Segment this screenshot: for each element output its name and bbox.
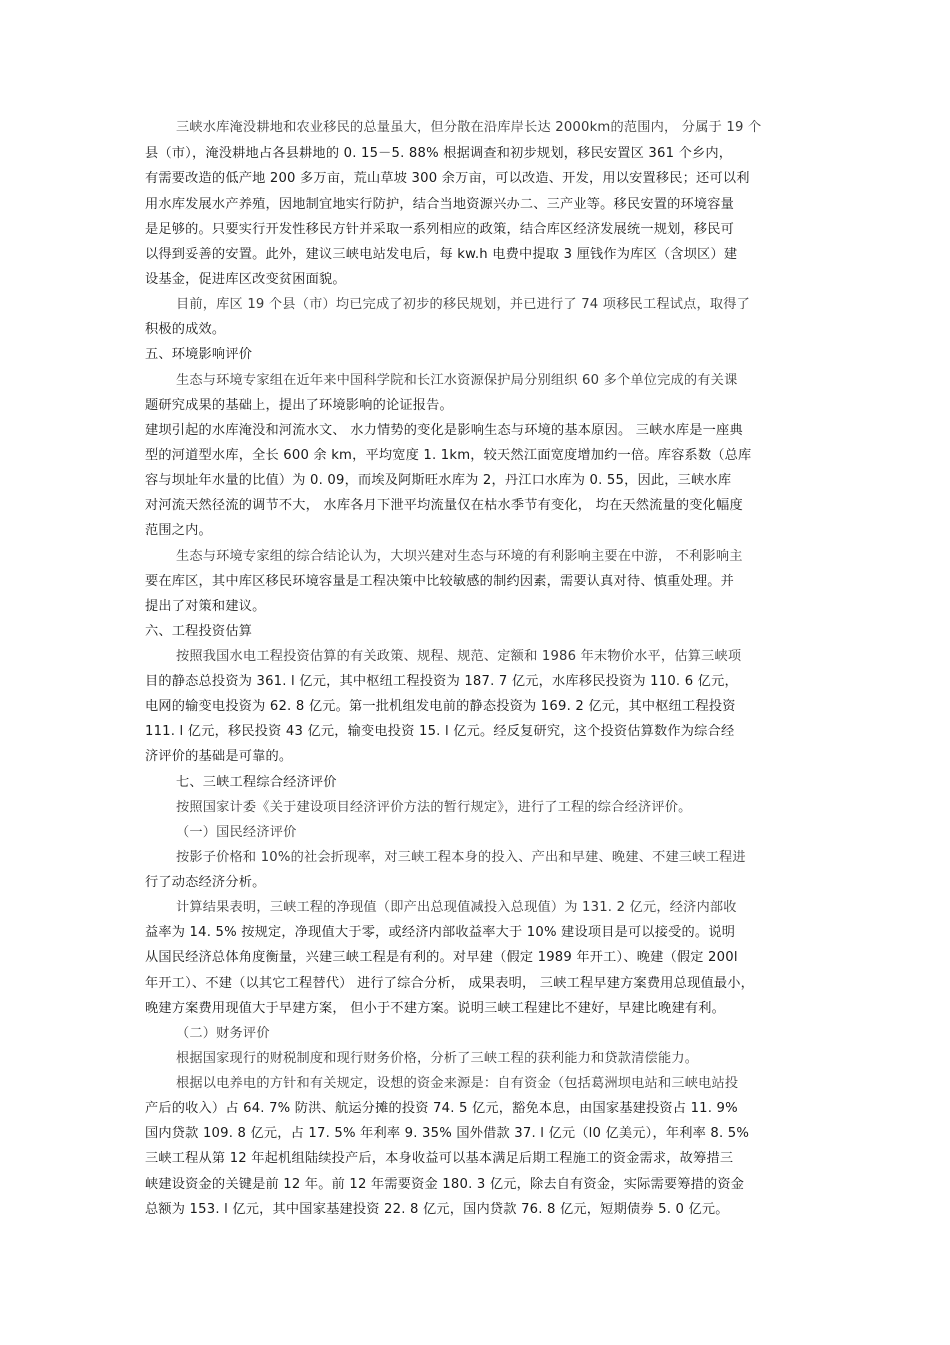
paragraph-line: 晚建方案费用现值大于早建方案， 但小于不建方案。说明三峡工程建比不建好，早建比晚建有利。 xyxy=(145,1001,726,1016)
paragraph-line: 积极的成效。 xyxy=(145,322,226,337)
paragraph-line: 目前，库区 19 个县（市）均已完成了初步的移民规划，并已进行了 74 项移民工程试点，取得了 xyxy=(176,297,751,312)
section-heading: 六、工程投资估算 xyxy=(145,624,253,639)
paragraph-line: 设基金，促进库区改变贫困面貌。 xyxy=(145,272,346,287)
paragraph-line: 题研究成果的基础上，提出了环境影响的论证报告。 xyxy=(145,398,453,413)
paragraph-line: 提出了对策和建议。 xyxy=(145,599,266,614)
paragraph-line: 年开工）、不建（以其它工程替代） 进行了综合分析， 成果表明， 三峡工程早建方案费用总现值最小， xyxy=(145,976,755,991)
subsection-heading: （二）财务评价 xyxy=(176,1026,270,1041)
paragraph-line: 益率为 14. 5% 按规定，净现值大于零，或经济内部收益率大于 10% 建设项目是可以接受的。说明 xyxy=(145,925,736,940)
paragraph-line: 是足够的。只要实行开发性移民方针并采取一系列相应的政策，结合库区经济发展统一规划，移民可 xyxy=(145,222,735,237)
paragraph-line: 型的河道型水库，全长 600 余 km，平均宽度 1. 1km，较天然江面宽度增加约一倍。库容系数（总库 xyxy=(145,448,752,463)
subsection-heading: （一）国民经济评价 xyxy=(176,825,297,840)
paragraph-line: 生态与环境专家组的综合结论认为，大坝兴建对生态与环境的有利影响主要在中游， 不利影响主 xyxy=(176,549,743,564)
paragraph-line: 从国民经济总体角度衡量，兴建三峡工程是有利的。对早建（假定 1989 年开工）、晚建（假定 200l xyxy=(145,950,738,965)
paragraph-line: 范围之内。 xyxy=(145,523,212,538)
paragraph-line: 济评价的基础是可靠的。 xyxy=(145,749,293,764)
paragraph-line: 按照我国水电工程投资估算的有关政策、规程、规范、定额和 1986 年末物价水平，估算三峡项 xyxy=(176,649,742,664)
paragraph-line: 以得到妥善的安置。此外，建议三峡电站发电后，每 kw.h 电费中提取 3 厘钱作为库区（含坝区）建 xyxy=(145,247,738,262)
paragraph-line: 按照国家计委《关于建设项目经济评价方法的暂行规定》，进行了工程的综合经济评价。 xyxy=(176,800,692,815)
paragraph-line: 根据以电养电的方针和有关规定，设想的资金来源是：自有资金（包括葛洲坝电站和三峡电站投 xyxy=(176,1076,739,1091)
paragraph-line: 容与坝址年水量的比值）为 0. 09，而埃及阿斯旺水库为 2，丹江口水库为 0. 55，因此，三峡水库 xyxy=(145,473,732,488)
section-heading: 五、环境影响评价 xyxy=(145,347,253,362)
paragraph-line: 根据国家现行的财税制度和现行财务价格，分析了三峡工程的获利能力和贷款清偿能力。 xyxy=(176,1051,699,1066)
paragraph-line: 计算结果表明，三峡工程的净现值（即产出总现值减投入总现值）为 131. 2 亿元，经济内部收 xyxy=(176,900,737,915)
paragraph-line: 对河流天然径流的调节不大， 水库各月下泄平均流量仅在枯水季节有变化， 均在天然流量的变化幅度 xyxy=(145,498,743,513)
paragraph-line: 总额为 153. l 亿元，其中国家基建投资 22. 8 亿元，国内贷款 76. 8 亿元，短期债券 5. 0 亿元。 xyxy=(145,1202,729,1217)
paragraph-line: 要在库区，其中库区移民环境容量是工程决策中比较敏感的制约因素，需要认真对待、慎重处理。并 xyxy=(145,574,735,589)
paragraph-line: 产后的收入）占 64. 7% 防洪、航运分摊的投资 74. 5 亿元，豁免本息，由国家基建投资占 11. 9% xyxy=(145,1101,738,1116)
paragraph-line: 三峡工程从第 12 年起机组陆续投产后，本身收益可以基本满足后期工程施工的资金需求，故筹措三 xyxy=(145,1151,734,1166)
paragraph-line: 有需要改造的低产地 200 多万亩，荒山草坡 300 余万亩，可以改造、开发，用以安置移民；还可以利 xyxy=(145,171,750,186)
section-heading: 七、三峡工程综合经济评价 xyxy=(176,775,337,790)
paragraph-line: 目的静态总投资为 361. l 亿元，其中枢纽工程投资为 187. 7 亿元，水库移民投资为 110. 6 亿元， xyxy=(145,674,738,689)
paragraph-line: 行了动态经济分析。 xyxy=(145,875,266,890)
paragraph-line: 国内贷款 109. 8 亿元，占 17. 5% 年利率 9. 35% 国外借款 37. l 亿元（l0 亿美元），年利率 8. 5% xyxy=(145,1126,750,1141)
paragraph-line: 建坝引起的水库淹没和河流水文、 水力情势的变化是影响生态与环境的基本原因。 三峡水库是一座典 xyxy=(145,423,743,438)
paragraph-line: 三峡水库淹没耕地和农业移民的总量虽大，但分散在沿库岸长达 2000km的范围内， 分属于 19 个 xyxy=(176,120,762,135)
paragraph-line: 电网的输变电投资为 62. 8 亿元。第一批机组发电前的静态投资为 169. 2 亿元，其中枢纽工程投资 xyxy=(145,699,736,714)
paragraph-line: 用水库发展水产养殖，因地制宜地实行防护，结合当地资源兴办二、三产业等。移民安置的环境容量 xyxy=(145,197,735,212)
paragraph-line: 生态与环境专家组在近年来中国科学院和长江水资源保护局分别组织 60 多个单位完成的有关课 xyxy=(176,373,738,388)
paragraph-line: 111. l 亿元，移民投资 43 亿元，输变电投资 15. l 亿元。经反复研究，这个投资估算数作为综合经 xyxy=(145,724,735,739)
paragraph-line: 峡建设资金的关键是前 12 年。前 12 年需要资金 180. 3 亿元，除去自有资金，实际需要筹措的资金 xyxy=(145,1177,745,1192)
paragraph-line: 按影子价格和 10%的社会折现率，对三峡工程本身的投入、产出和早建、晚建、不建三峡工程进 xyxy=(176,850,746,865)
paragraph-line: 县（市），淹没耕地占各县耕地的 0. 15－5. 88% 根据调查和初步规划，移民安置区 361 个乡内， xyxy=(145,146,733,161)
